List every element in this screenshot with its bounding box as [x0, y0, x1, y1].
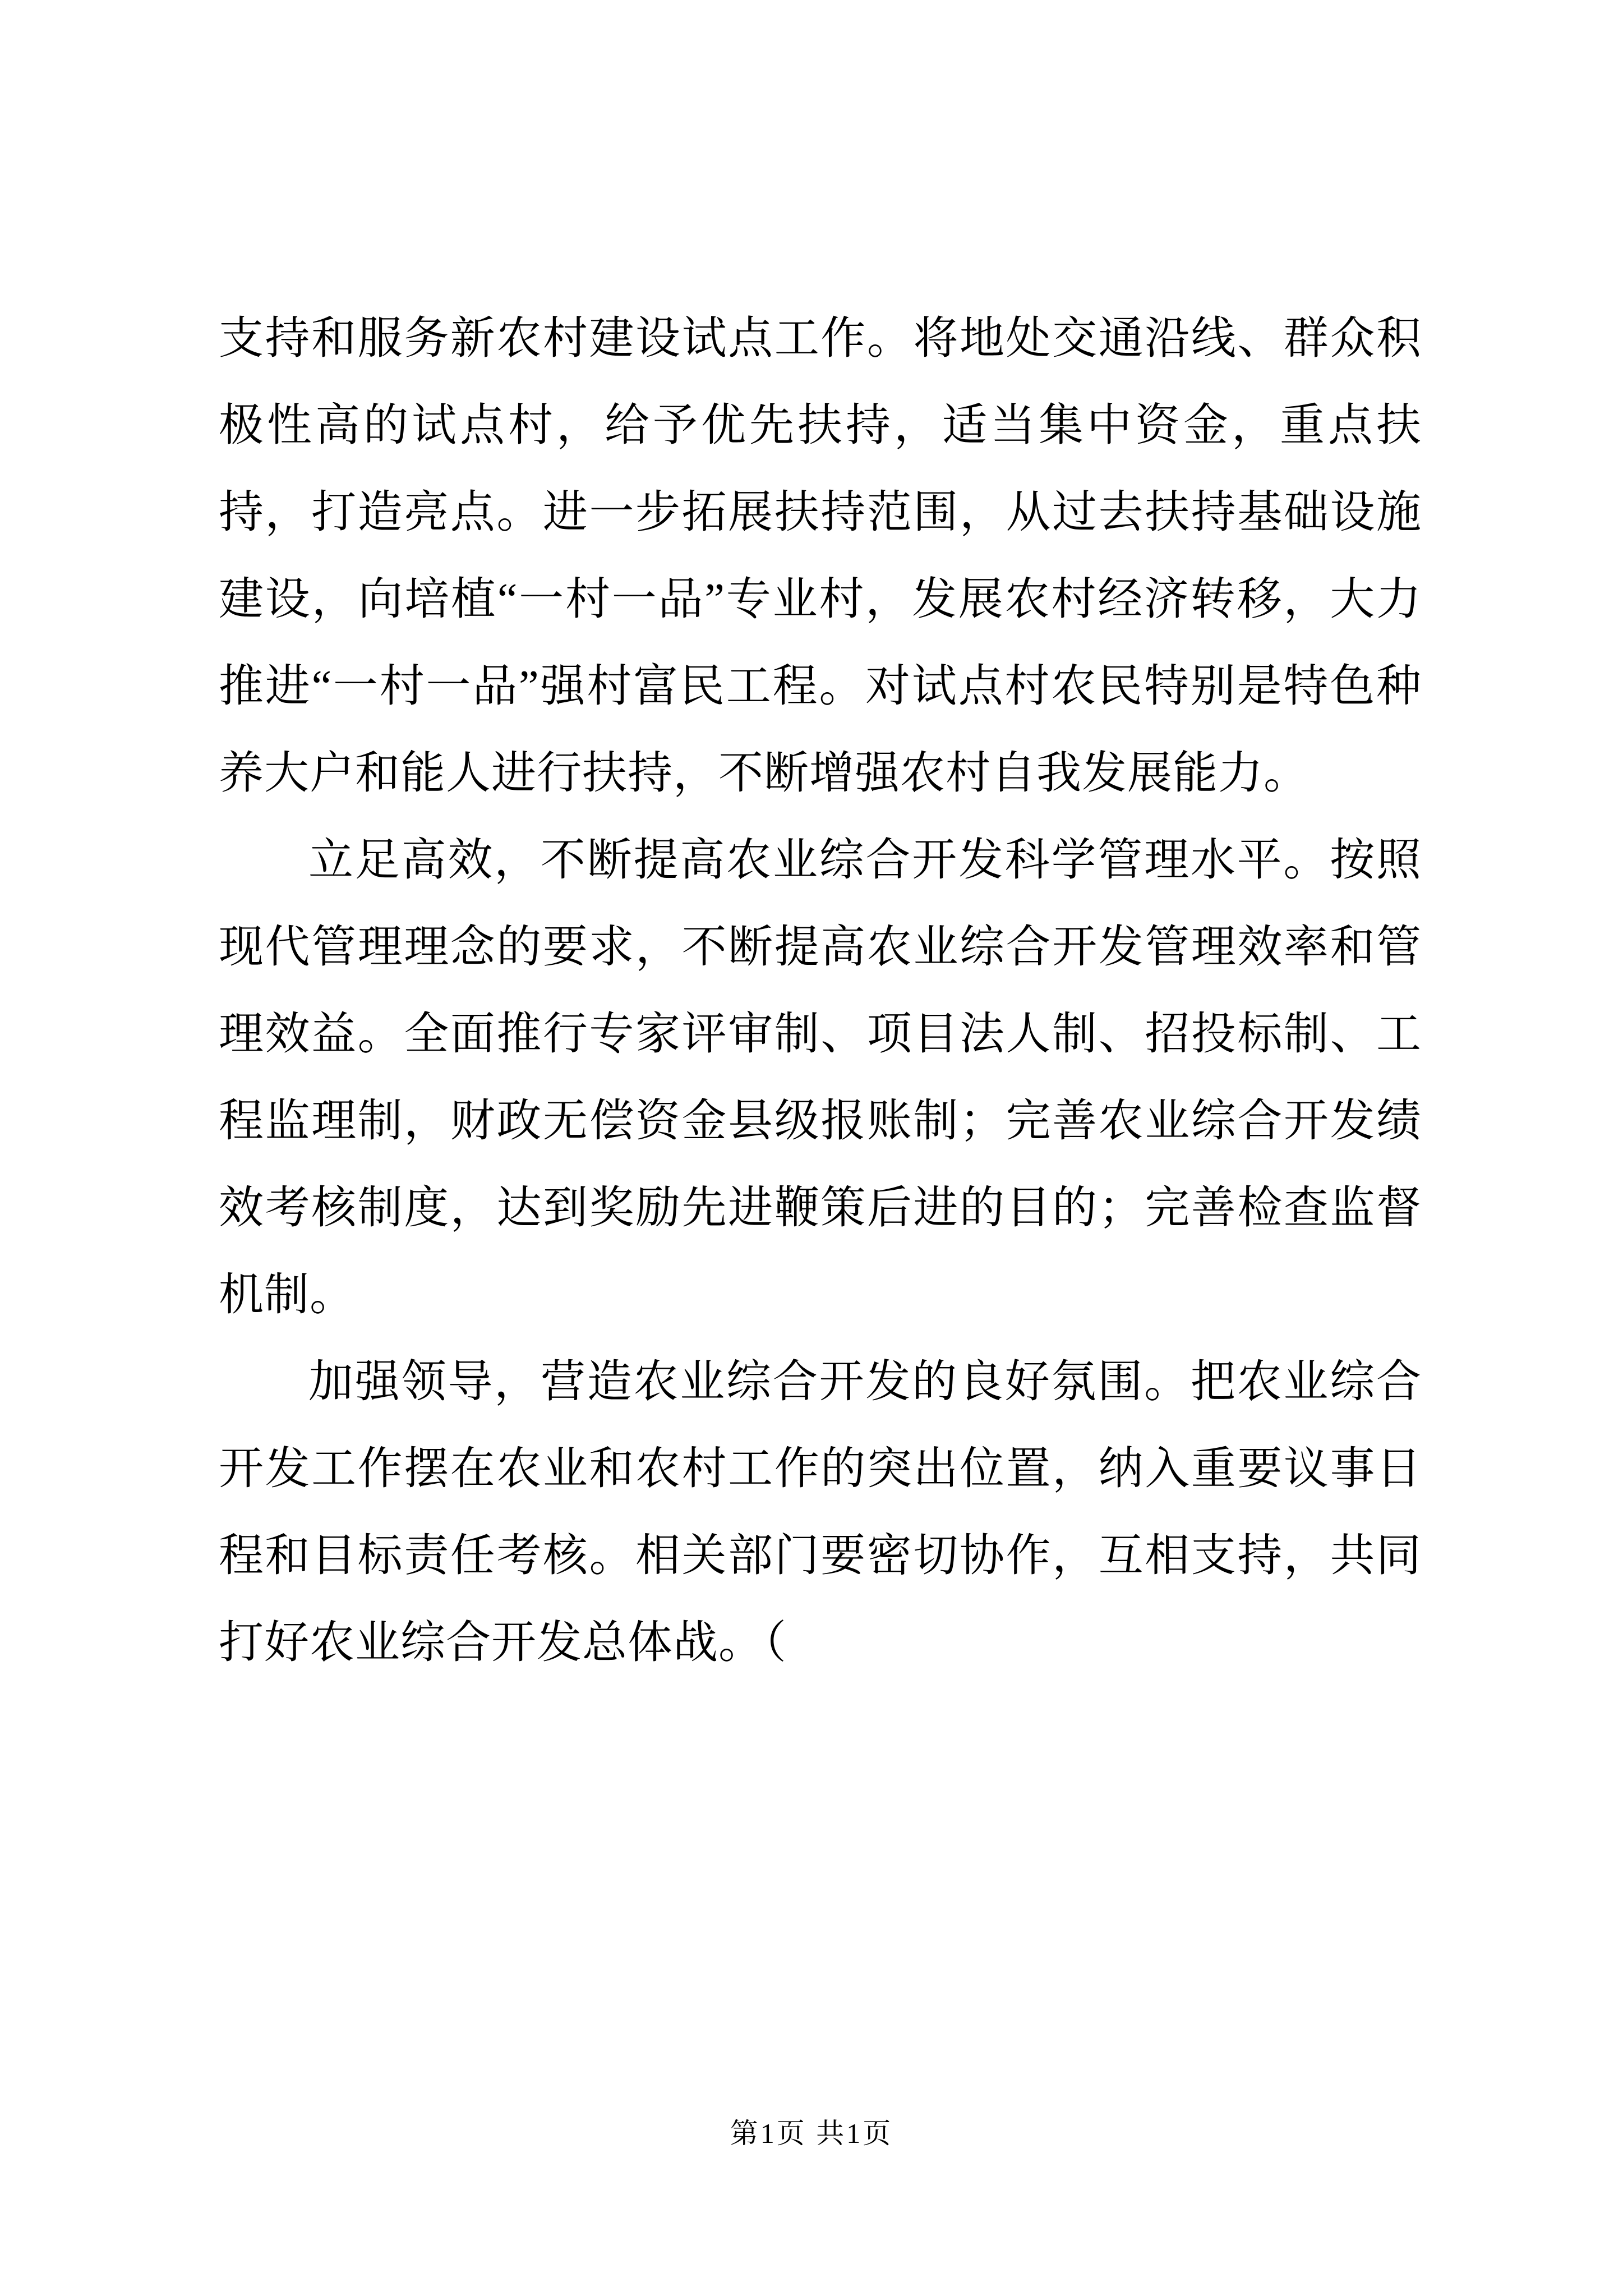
- paragraph: 加强领导，营造农业综合开发的良好氛围。把农业综合开发工作摆在农业和农村工作的突出位置，纳入重要议事日程和目标责任考核。相关部门要密切协作，互相支持，共同打好农业综合开发总体战。（: [219, 1358, 1422, 1668]
- paragraph: 支持和服务新农村建设试点工作。将地处交通沿线、群众积极性高的试点村，给予优先扶持，适当集中资金，重点扶持，打造亮点。进一步拓展扶持范围，从过去扶持基础设施建设，向培植“一村一品”专业村，发展农村经济转移，大力推进“一村一品”强村富民工程。对试点村农民特别是特色种养大户和能人进行扶持，不断增强农村自我发展能力。: [219, 314, 1422, 798]
- page-number-footer: 第1页 共1页: [730, 2118, 893, 2149]
- document-body: [219, 296, 1422, 1687]
- paragraph: 立足高效，不断提高农业综合开发科学管理水平。按照现代管理理念的要求，不断提高农业综合开发管理效率和管理效益。全面推行专家评审制、项目法人制、招投标制、工程监理制，财政无偿资金县级报账制；完善农业综合开发绩效考核制度，达到奖励先进鞭策后进的目的；完善检查监督机制。: [219, 836, 1422, 1320]
